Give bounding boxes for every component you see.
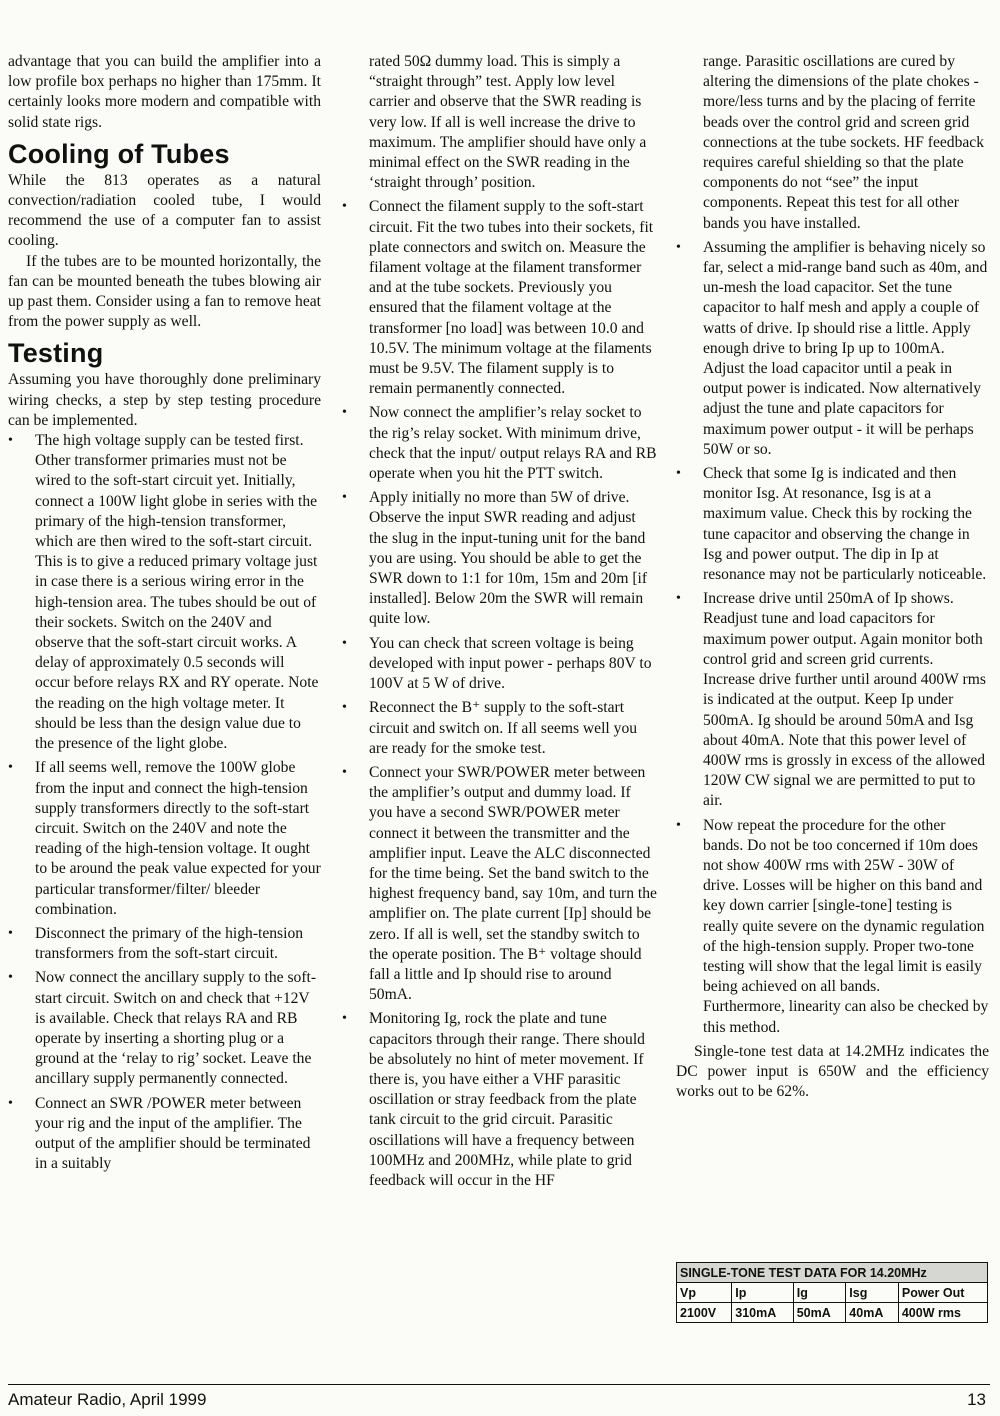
column-1 <box>8 52 321 1178</box>
list-item: • Check that some Ig is indicated and then monitor Isg. At resonance, Isg is at a maximum value. Check this by rocking the tune capacitor and observing the change in Isg and power output. The dip in Ip at resonance may not be particularly noticeable. <box>676 464 989 585</box>
intro-paragraph: advantage that you can build the amplifier into a low profile box perhaps no higher than 175mm. It certainly looks more modern and compatible with solid state rigs. <box>8 53 321 131</box>
list-item: • Reconnect the B⁺ supply to the soft-start circuit and switch on. If all seems well you are ready for the smoke test. <box>342 698 657 759</box>
testing-paragraph-1: Assuming you have thoroughly done preliminary wiring checks, a step by step testing procedure can be implemented. <box>8 371 321 429</box>
table-header-cell: Ig <box>793 1283 846 1303</box>
table-row <box>677 1303 988 1323</box>
heading-cooling: Cooling of Tubes <box>8 138 230 169</box>
table-cell: 50mA <box>793 1303 846 1323</box>
list-item: • Now connect the amplifier’s relay socket to the rig’s relay socket. With minimum drive, check that the input/ output relays RA and RB operate when you hit the PTT switch. <box>342 403 657 484</box>
testing-steps-list-1 <box>8 431 321 1174</box>
testing-steps-list-3 <box>676 238 989 998</box>
list-item: • Increase drive until 250mA of Ip shows. Readjust tune and load capacitors for maximum power output. Again monitor both control grid and screen grid currents. Increase drive further until around 400W rms is indicated at the output. Keep Ip under 500mA. Ig should be around 50mA and Isg about 40mA. Note that this power level of 400W rms is grossly in excess of the allowed 120W CW signal we are permitted to put to air. <box>676 589 989 811</box>
continued-paragraph: range. Parasitic oscillations are cured by altering the dimensions of the plate chokes - more/less turns and by the placing of ferrite beads over the control grid and screen grid connections at the tube sockets. HF feedback requires careful shielding so that the plate components do not “see” the input components. Repeat this test for all other bands you have installed. <box>703 53 985 232</box>
closing-paragraph: Single-tone test data at 14.2MHz indicates the DC power input is 650W and the efficiency works out to be 62%. <box>676 1042 989 1101</box>
page-number: 13 <box>967 1390 986 1409</box>
table-header-cell: Isg <box>846 1283 899 1303</box>
list-item: • Connect an SWR /POWER meter between your rig and the input of the amplifier. The output of the amplifier should be terminated in a suitably <box>8 1094 321 1175</box>
list-item: • You can check that screen voltage is being developed with input power - perhaps 80V to 100V at 5 W of drive. <box>342 634 657 695</box>
list-item: • Assuming the amplifier is behaving nicely so far, select a mid-range band such as 40m, and un-mesh the load capacitor. Set the tune capacitor to half mesh and apply a couple of watts of drive. Ip should rise a little. Apply enough drive to bring Ip up to 100mA. Adjust the load capacitor until a peak in output power is indicated. Now alternatively adjust the tune and plate capacitors for maximum power output - it will be perhaps 50W or so. <box>676 238 989 460</box>
table-header-cell: Power Out <box>898 1283 987 1303</box>
table-header-cell: Vp <box>677 1283 732 1303</box>
testing-steps-list-2 <box>342 197 657 1191</box>
continued-paragraph: rated 50Ω dummy load. This is simply a “straight through” test. Apply low level carrier and observe that the SWR reading is very low. If all is well increase the drive to maximum. The amplifier should have only a minimal effect on the SWR reading in the ‘straight through’ position. <box>369 53 647 192</box>
column-2 <box>342 52 657 1195</box>
list-item: • Monitoring Ig, rock the plate and tune capacitors through their range. There should be absolutely no hint of meter movement. If there is, you have either a VHF parasitic oscillation or stray feedback from the plate tank circuit to the grid circuit. Parasitic oscillations will have a frequency between 100MHz and 200MHz, while plate to grid feedback will occur in the HF <box>342 1009 657 1191</box>
cooling-paragraph-2: If the tubes are to be mounted horizontally, the fan can be mounted beneath the tubes blowing air up past them. Consider using a fan to remove heat from the power supply as well. <box>8 252 321 331</box>
test-data-table-wrapper <box>676 1262 988 1323</box>
list-item: • If all seems well, remove the 100W globe from the input and connect the high-tension supply transformers directly to the soft-start circuit. Switch on the 240V and note the reading of the high-tension voltage. It ought to be around the peak value expected for your particular transformer/filter/ bleeder combination. <box>8 758 321 920</box>
list-item: • Now repeat the procedure for the other bands. Do not be too concerned if 10m does not show 400W rms with 25W - 30W of drive. Losses will be higher on this band and key down carrier [single-tone] testing is really quite severe on the dynamic regulation of the high-tension supply. Proper two-tone testing will show that the legal limit is easily being achieved on all bands. <box>676 816 989 998</box>
list-item: • Now connect the ancillary supply to the soft-start circuit. Switch on and check that +12V is available. Check that relays RA and RB operate by inserting a shorting plug or a ground at the ‘relay to rig’ socket. Leave the ancillary supply permanently connected. <box>8 968 321 1089</box>
table-title-row <box>677 1263 988 1283</box>
list-item: • Connect your SWR/POWER meter between the amplifier’s output and dummy load. If you have a second SWR/POWER meter connect it between the transmitter and the amplifier input. Leave the ALC disconnected for the time being. Set the band switch to the highest frequency band, say 10m, and turn the amplifier on. The plate current [Ip] should be zero. If all is well, set the standby switch to the operate position. The B⁺ voltage should fall a little and Ip should rise to around 50mA. <box>342 763 657 1005</box>
table-cell: 40mA <box>846 1303 899 1323</box>
footer-publication: Amateur Radio, April 1999 <box>8 1390 207 1409</box>
furthermore-text: Furthermore, linearity can also be checked by this method. <box>703 998 989 1036</box>
cooling-paragraph-1: While the 813 operates as a natural convection/radiation cooled tube, I would recommend the use of a computer fan to assist cooling. <box>8 171 321 250</box>
list-item: • The high voltage supply can be tested first. Other transformer primaries must not be wired to the soft-start circuit yet. Initially, connect a 100W light globe in series with the primary of the high-tension transformer, which are then wired to the soft-start circuit. This is to give a reduced primary voltage just in case there is a serious wiring error in the high-tension area. The tubes should be out of their sockets. Switch on the 240V and observe that the soft-start circuit works. A delay of approximately 0.5 seconds will occur before relays RX and RY operate. Note the reading on the high voltage meter. It should be less than the design value due to the presence of the light globe. <box>8 431 321 754</box>
table-header-cell: Ip <box>732 1283 793 1303</box>
table-cell: 2100V <box>677 1303 732 1323</box>
table-header-row <box>677 1283 988 1303</box>
table-cell: 400W rms <box>898 1303 987 1323</box>
table-title: SINGLE-TONE TEST DATA FOR 14.20MHz <box>677 1263 988 1283</box>
column-3 <box>676 52 989 1102</box>
list-item: • Apply initially no more than 5W of drive. Observe the input SWR reading and adjust the slug in the input-tuning unit for the band you are using. You should be able to get the SWR down to 1:1 for 10m, 15m and 20m [if installed]. Below 20m the SWR will remain quite low. <box>342 488 657 629</box>
list-item: • Disconnect the primary of the high-tension transformers from the soft-start circuit. <box>8 924 321 964</box>
test-data-table <box>676 1262 988 1323</box>
list-item: • Connect the filament supply to the soft-start circuit. Fit the two tubes into their sockets, fit plate connectors and switch on. Measure the filament voltage at the filament transformer and at the tube sockets. Previously you ensured that the filament voltage at the transformer [no load] was between 10.0 and 10.5V. The minimum voltage at the filaments must be 9.5V. The filament supply is to remain permanently connected. <box>342 197 657 399</box>
heading-testing: Testing <box>8 338 104 369</box>
footer-rule <box>8 1384 990 1385</box>
table-cell: 310mA <box>732 1303 793 1323</box>
